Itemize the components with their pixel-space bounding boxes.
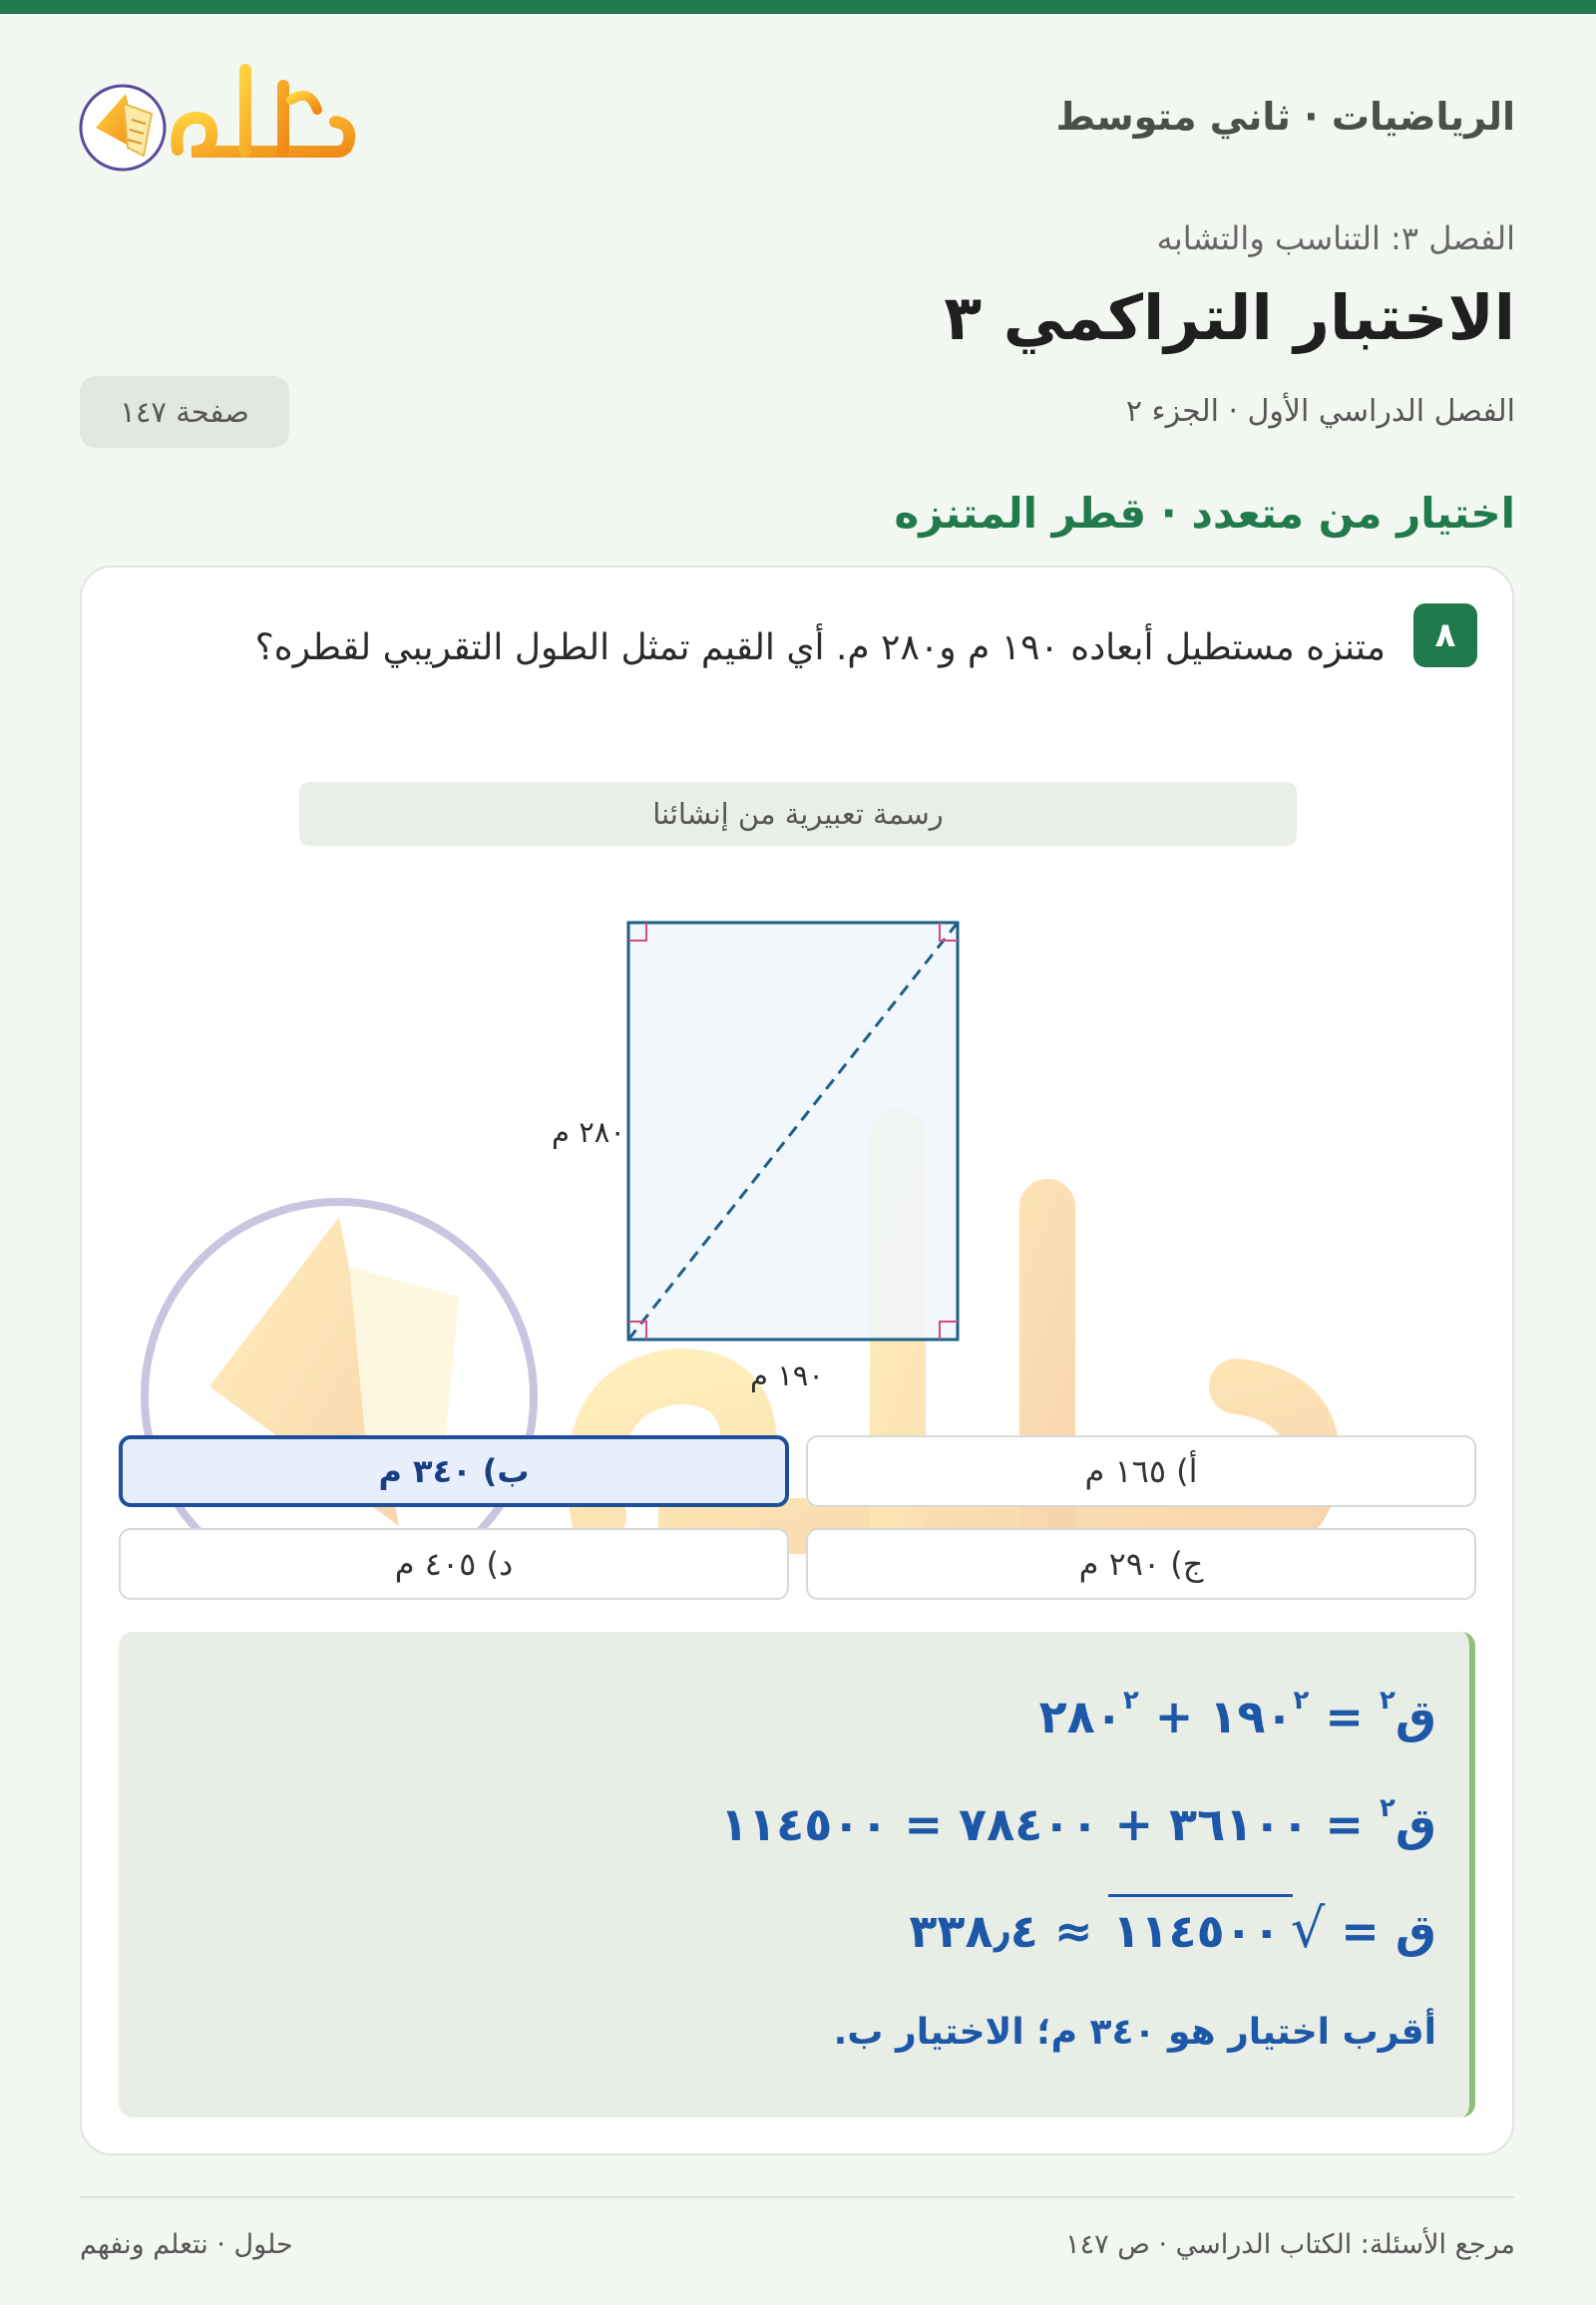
height-label: ٢٨٠ م bbox=[552, 1115, 625, 1149]
solution-line-1: ق$^٢$ = $١٩٠^٢$ + $٢٨٠^٢$ bbox=[1038, 1686, 1436, 1743]
brand-logo bbox=[78, 60, 357, 180]
figure-note: رسمة تعبيرية من إنشائنا bbox=[299, 782, 1297, 846]
top-accent-bar bbox=[0, 0, 1596, 14]
chapter-label: الفصل ٣: التناسب والتشابه bbox=[1156, 219, 1515, 257]
footer-divider bbox=[80, 2196, 1514, 2198]
solution-line-2: ق$^٢$ = ٣٦١٠٠ + ٧٨٤٠٠ = ١١٤٥٠٠ bbox=[720, 1793, 1436, 1851]
page-title: الاختبار التراكمي ٣ bbox=[944, 281, 1515, 354]
square-root-symbol: √ bbox=[1290, 1897, 1326, 1960]
width-label: ١٩٠ م bbox=[750, 1358, 824, 1392]
question-number-badge: ٨ bbox=[1413, 603, 1477, 667]
solution-conclusion: أقرب اختيار هو ٣٤٠ م؛ الاختيار ب. bbox=[833, 2012, 1436, 2053]
subject-label: الرياضيات · ثاني متوسط bbox=[1055, 95, 1515, 139]
footer-brand: حلول · نتعلم ونفهم bbox=[80, 2229, 293, 2260]
section-title: اختيار من متعدد · قطر المتنزه bbox=[894, 489, 1515, 538]
choice-d[interactable]: د) ٤٠٥ م bbox=[119, 1528, 789, 1600]
page-number-badge: صفحة ١٤٧ bbox=[80, 376, 289, 448]
park-rectangle-diagram bbox=[519, 898, 1057, 1416]
choice-a[interactable]: أ) ١٦٥ م bbox=[806, 1435, 1476, 1507]
question-text: متنزه مستطيل أبعاده ١٩٠ م و٢٨٠ م. أي القيم تمثل الطول التقريبي لقطره؟ bbox=[254, 627, 1386, 668]
term-label: الفصل الدراسي الأول · الجزء ٢ bbox=[1125, 394, 1515, 429]
choice-b[interactable]: ب) ٣٤٠ م bbox=[119, 1435, 789, 1507]
footer-reference: مرجع الأسئلة: الكتاب الدراسي · ص ١٤٧ bbox=[1065, 2229, 1515, 2260]
solution-line-3: ق = √١١٤٥٠٠ ≈ ٣٣٨٫٤ bbox=[909, 1897, 1436, 1960]
radicand: ١١٤٥٠٠ bbox=[1108, 1904, 1290, 1958]
choice-c[interactable]: ج) ٢٩٠ م bbox=[806, 1528, 1476, 1600]
